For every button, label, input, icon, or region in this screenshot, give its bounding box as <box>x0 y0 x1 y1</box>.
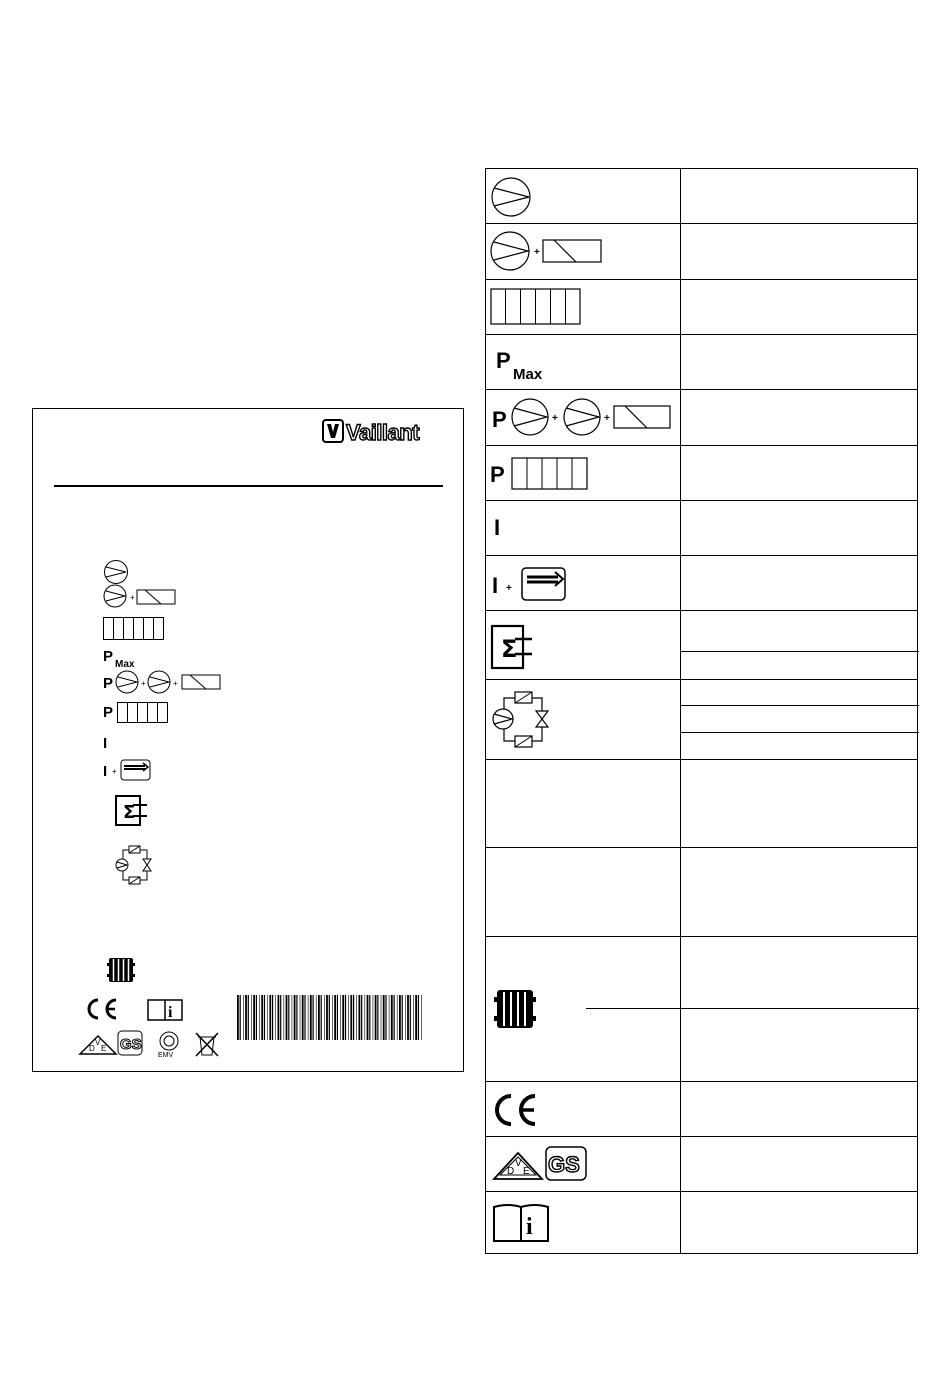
column-divider <box>680 169 681 1253</box>
svg-text:i: i <box>168 1004 173 1021</box>
weee-bin-icon <box>193 1029 221 1057</box>
svg-text:Max: Max <box>115 659 135 670</box>
refrigerant-circuit-icon <box>113 844 157 884</box>
svg-text:P: P <box>490 462 505 487</box>
svg-text:i: i <box>526 1214 533 1240</box>
sigma-box-icon <box>491 624 535 670</box>
sigma-box-icon <box>115 793 149 829</box>
svg-text:EMV: EMV <box>158 1052 174 1059</box>
legend-row-heating-elements <box>490 288 584 326</box>
svg-text:P: P <box>103 675 114 692</box>
gs-mark-icon <box>117 1030 145 1056</box>
svg-text:P: P <box>496 348 511 373</box>
p-max-icon <box>496 347 556 383</box>
svg-text:V: V <box>95 1038 101 1047</box>
ce-mark-icon <box>492 1093 542 1127</box>
p-heating-elements-icon <box>103 701 173 725</box>
vaillant-logo <box>322 418 430 446</box>
legend-row-dve-gs <box>492 1145 592 1183</box>
svg-text:GS: GS <box>120 1036 142 1053</box>
svg-text:V: V <box>515 1158 522 1169</box>
svg-text:Max: Max <box>513 366 543 383</box>
dve-gs-marks-icon <box>492 1145 592 1183</box>
pump-icon <box>490 176 532 218</box>
legend-row-p-heating-elements <box>490 456 594 492</box>
i-plus-flow-icon <box>103 757 153 783</box>
svg-text:I: I <box>103 763 108 780</box>
svg-text:+: + <box>141 679 146 688</box>
svg-text:+: + <box>534 247 540 258</box>
i-plus-flow-icon <box>492 566 568 602</box>
svg-text:I: I <box>494 515 501 540</box>
brand-name: Vaillant <box>346 420 420 445</box>
dve-mark-icon <box>78 1030 118 1056</box>
svg-text:P: P <box>103 648 114 665</box>
p-pump-pump-heater-icon <box>490 396 676 438</box>
svg-text:I: I <box>492 573 499 598</box>
symbol-legend-table <box>485 168 918 1254</box>
heating-element-array-icon <box>490 288 584 326</box>
legend-row-pump <box>490 176 532 218</box>
pump-plus-heater-icon <box>103 584 183 608</box>
type-plate <box>32 408 464 1072</box>
barcode-icon <box>237 995 425 1040</box>
svg-text:P: P <box>103 704 114 721</box>
svg-text:GS: GS <box>548 1152 580 1177</box>
manual-info-icon <box>492 1201 552 1245</box>
svg-text:+: + <box>112 767 117 776</box>
radiator-icon <box>494 987 540 1031</box>
hare-emblem-icon <box>323 420 343 442</box>
p-max-icon <box>103 647 153 669</box>
svg-text:+: + <box>552 413 558 424</box>
svg-text:+: + <box>506 583 512 594</box>
legend-row-ce <box>492 1093 542 1127</box>
legend-row-i-flow <box>492 566 568 602</box>
pump-icon <box>103 559 129 585</box>
ce-mark-icon <box>83 997 123 1021</box>
legend-row-sigma <box>491 624 535 670</box>
legend-row-refrigerant <box>490 689 556 751</box>
emv-mark-icon <box>155 1030 185 1058</box>
svg-text:E: E <box>523 1166 530 1177</box>
svg-text:Σ: Σ <box>501 635 518 663</box>
svg-text:+: + <box>173 679 178 688</box>
legend-row-current <box>494 514 508 540</box>
heating-element-array-icon <box>103 617 165 641</box>
legend-row-radiator <box>494 987 540 1031</box>
p-heating-elements-icon <box>490 456 594 492</box>
svg-text:D: D <box>89 1044 95 1053</box>
svg-text:Σ: Σ <box>123 802 136 823</box>
pump-plus-heater-icon <box>490 231 610 273</box>
refrigerant-circuit-icon <box>490 689 556 751</box>
header-rule <box>54 485 443 487</box>
svg-text:I: I <box>103 735 108 752</box>
svg-text:P: P <box>492 407 507 432</box>
current-i-icon <box>103 734 115 752</box>
current-i-icon <box>494 514 508 540</box>
svg-text:+: + <box>130 593 135 602</box>
legend-row-p-pump-heater <box>490 396 676 438</box>
svg-text:E: E <box>101 1044 107 1053</box>
radiator-icon <box>107 955 137 985</box>
svg-text:+: + <box>604 413 610 424</box>
svg-text:D: D <box>507 1166 515 1177</box>
legend-row-manual <box>492 1201 552 1245</box>
legend-row-p-max <box>496 347 556 383</box>
legend-row-pump-heater <box>490 231 610 273</box>
manual-info-icon <box>146 996 186 1024</box>
p-pump-pump-heater-icon <box>103 669 223 695</box>
